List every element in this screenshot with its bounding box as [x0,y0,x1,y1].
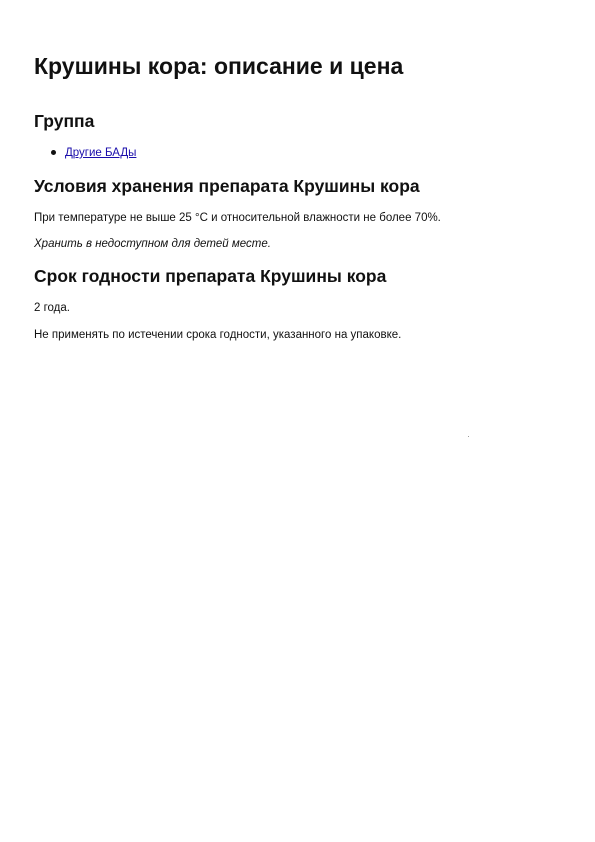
stray-dot [468,436,469,437]
storage-note-text: Хранить в недоступном для детей месте. [34,238,271,250]
shelf-life-note: Не применять по истечении срока годности, указанного на упаковке. [34,329,402,341]
shelf-life-heading: Срок годности препарата Крушины кора [34,266,387,286]
storage-heading: Условия хранения препарата Крушины кора [34,176,420,196]
shelf-life-value: 2 года. [34,302,70,314]
list-item [34,145,136,161]
bullet-icon [51,150,56,155]
group-link-other-supplements[interactable]: Другие БАДы [65,147,137,159]
group-heading: Группа [34,111,95,131]
page-title: Крушины кора: описание и цена [34,53,404,79]
storage-conditions-text: При температуре не выше 25 °C и относительной влажности не более 70%. [34,212,441,224]
group-list [34,145,136,161]
